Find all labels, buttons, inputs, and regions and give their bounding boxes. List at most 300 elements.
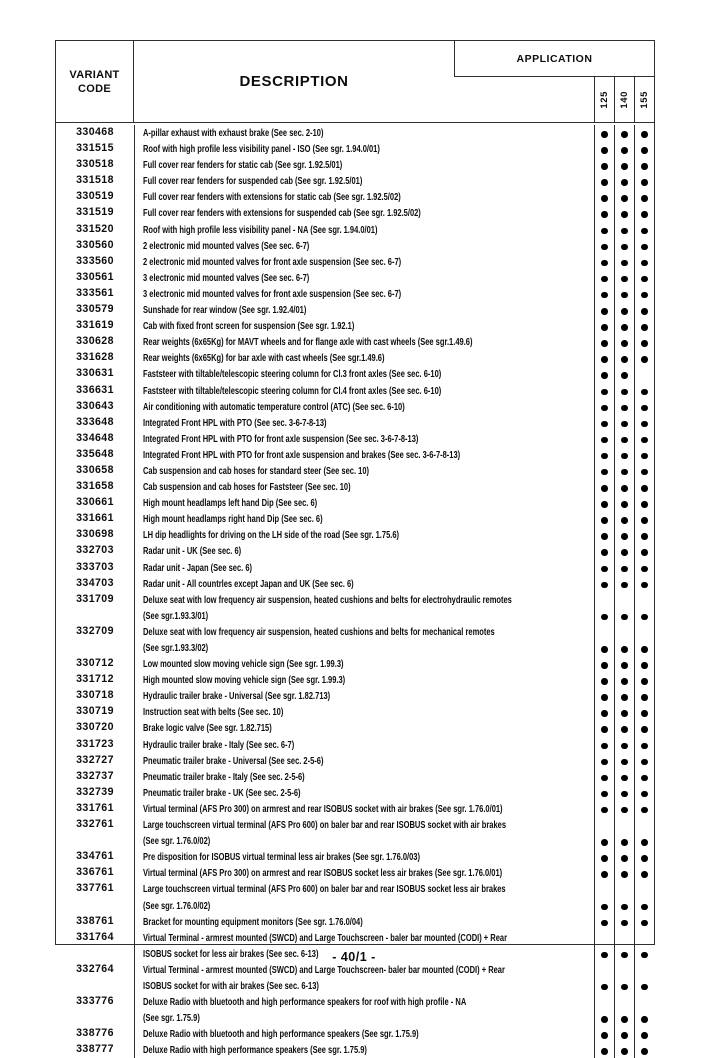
description-line bbox=[143, 431, 594, 447]
description-line bbox=[143, 704, 594, 720]
table-row bbox=[56, 592, 654, 624]
application-cell-140 bbox=[614, 463, 634, 479]
application-cell-140 bbox=[614, 849, 634, 865]
application-cell-155 bbox=[634, 173, 654, 189]
variant-code-cell: 332761 bbox=[76, 818, 114, 831]
description-text: Virtual terminal (AFS Pro 300) on armrest and rear ISOBUS socket with air brakes (See sgr. 1.76.0/01) bbox=[143, 803, 503, 815]
application-cell-125 bbox=[594, 495, 614, 511]
application-cell-125 bbox=[594, 189, 614, 205]
description-line bbox=[143, 302, 594, 318]
description-text: Virtual Terminal - armrest mounted (SWCD) and Large Touchscreen- baler bar mounted (CODI) + Rear bbox=[143, 964, 505, 976]
description-cell bbox=[134, 463, 594, 479]
application-dot bbox=[641, 163, 648, 170]
application-cell-155 bbox=[634, 399, 654, 415]
application-dot bbox=[601, 566, 608, 573]
application-cell-140 bbox=[614, 704, 634, 720]
table-row bbox=[56, 1026, 654, 1042]
application-dot bbox=[641, 244, 648, 251]
description-text: Radar unit - UK (See sec. 6) bbox=[143, 546, 242, 558]
application-cell-125 bbox=[594, 511, 614, 527]
application-cell-155 bbox=[634, 881, 654, 913]
description-line bbox=[143, 1042, 594, 1058]
description-line bbox=[143, 753, 594, 769]
description-line bbox=[143, 527, 594, 543]
description-text: Hydraulic trailer brake - Universal (See sgr. 1.82.713) bbox=[143, 691, 331, 703]
application-cell-155 bbox=[634, 527, 654, 543]
description-line bbox=[143, 737, 594, 753]
variant-code-cell: 330661 bbox=[76, 496, 114, 509]
application-cell-125 bbox=[594, 543, 614, 559]
description-text: Radar unit - Japan (See sec. 6) bbox=[143, 562, 253, 574]
variant-code-header-line2: CODE bbox=[78, 82, 111, 95]
application-dot bbox=[641, 437, 648, 444]
application-dot bbox=[641, 726, 648, 733]
application-cell-125 bbox=[594, 318, 614, 334]
variant-code-cell: 333561 bbox=[76, 286, 114, 299]
description-text: (See sgr.1.93.3/02) bbox=[143, 643, 209, 654]
model-column-155 bbox=[634, 77, 654, 122]
application-dot bbox=[641, 276, 648, 283]
table-row bbox=[56, 205, 654, 221]
application-cell-125 bbox=[594, 737, 614, 753]
table-row bbox=[56, 415, 654, 431]
table-row bbox=[56, 1042, 654, 1058]
application-dot bbox=[641, 839, 648, 846]
application-dot bbox=[621, 533, 628, 540]
application-dot bbox=[621, 904, 628, 911]
description-line bbox=[143, 511, 594, 527]
application-cell-155 bbox=[634, 254, 654, 270]
application-dot bbox=[641, 662, 648, 669]
application-dot bbox=[621, 1048, 628, 1055]
application-dot bbox=[641, 308, 648, 315]
application-dot bbox=[601, 855, 608, 862]
variant-code-cell: 334648 bbox=[76, 431, 114, 444]
table-row bbox=[56, 334, 654, 350]
model-column-140-label: 140 bbox=[619, 90, 630, 109]
table-row bbox=[56, 801, 654, 817]
description-line bbox=[143, 576, 594, 592]
application-dot bbox=[601, 726, 608, 733]
description-text: Virtual Terminal - armrest mounted (SWCD) and Large Touchscreen - baler bar mounted (CODI) + Rear bbox=[143, 932, 508, 944]
application-dot bbox=[601, 791, 608, 798]
variant-code-cell: 331515 bbox=[76, 142, 114, 155]
application-dot bbox=[601, 179, 608, 186]
description-text: LH dip headlights for driving on the LH side of the road (See sgr. 1.75.6) bbox=[143, 530, 400, 542]
application-dot bbox=[601, 775, 608, 782]
application-dot bbox=[641, 421, 648, 428]
description-line bbox=[143, 447, 594, 463]
description-text: Rear weights (6x65Kg) for bar axle with cast wheels (See sgr.1.49.6) bbox=[143, 353, 385, 365]
table-row bbox=[56, 914, 654, 930]
description-cell bbox=[134, 431, 594, 447]
description-cell bbox=[134, 334, 594, 350]
application-dot bbox=[601, 324, 608, 331]
application-dot bbox=[601, 920, 608, 927]
description-text: Rear weights (6x65Kg) for MAVT wheels and for flange axle with cast wheels (See sgr.1.49.6) bbox=[143, 337, 473, 349]
description-cell bbox=[134, 817, 594, 849]
application-cell-155 bbox=[634, 479, 654, 495]
application-cell-125 bbox=[594, 801, 614, 817]
application-dot bbox=[601, 501, 608, 508]
application-dot bbox=[601, 646, 608, 653]
application-cell-125 bbox=[594, 865, 614, 881]
description-line bbox=[143, 1026, 594, 1042]
application-dot bbox=[601, 340, 608, 347]
application-dot bbox=[601, 276, 608, 283]
description-cell bbox=[134, 688, 594, 704]
description-text: Cab with fixed front screen for suspension (See sgr. 1.92.1) bbox=[143, 321, 355, 333]
description-text: Full cover rear fenders for suspended cab (See sgr. 1.92.5/01) bbox=[143, 176, 363, 188]
application-dot bbox=[621, 839, 628, 846]
description-line bbox=[143, 560, 594, 576]
application-dot bbox=[621, 646, 628, 653]
description-text: (See sgr. 1.76.0/02) bbox=[143, 900, 211, 912]
description-cell bbox=[134, 849, 594, 865]
application-dot bbox=[641, 195, 648, 202]
description-cell bbox=[134, 737, 594, 753]
application-cell-140 bbox=[614, 238, 634, 254]
table-row bbox=[56, 785, 654, 801]
application-cell-125 bbox=[594, 1042, 614, 1058]
description-cell bbox=[134, 914, 594, 930]
application-cell-125 bbox=[594, 720, 614, 736]
application-dot bbox=[621, 228, 628, 235]
variant-code-cell: 330631 bbox=[76, 367, 114, 380]
application-cell-155 bbox=[634, 785, 654, 801]
variant-code-cell: 330712 bbox=[76, 657, 114, 670]
application-dot bbox=[601, 743, 608, 750]
description-text: Pre disposition for ISOBUS virtual terminal less air brakes (See sgr. 1.76.0/03) bbox=[143, 852, 420, 864]
description-line bbox=[143, 672, 594, 688]
description-text: A-pillar exhaust with exhaust brake (See sec. 2-10) bbox=[143, 128, 324, 139]
application-dot bbox=[621, 260, 628, 267]
application-dot bbox=[641, 646, 648, 653]
application-cell-125 bbox=[594, 125, 614, 141]
variant-code-cell: 337761 bbox=[76, 882, 114, 895]
application-cell-125 bbox=[594, 849, 614, 865]
application-cell-125 bbox=[594, 463, 614, 479]
description-cell bbox=[134, 576, 594, 592]
variant-code-cell: 334703 bbox=[76, 576, 114, 589]
variant-code-cell: 332727 bbox=[76, 753, 114, 766]
description-text: Full cover rear fenders with extensions for suspended cab (See sgr. 1.92.5/02) bbox=[143, 208, 421, 220]
variant-code-cell: 338777 bbox=[76, 1043, 114, 1056]
application-dot bbox=[621, 324, 628, 331]
application-cell-140 bbox=[614, 479, 634, 495]
application-cell-140 bbox=[614, 1026, 634, 1042]
table-row bbox=[56, 543, 654, 559]
description-text: Integrated Front HPL with PTO for front axle suspension (See sec. 3-6-7-8-13) bbox=[143, 433, 419, 445]
application-dot bbox=[641, 984, 648, 991]
table-row bbox=[56, 576, 654, 592]
application-cell-155 bbox=[634, 286, 654, 302]
application-dot bbox=[601, 984, 608, 991]
variant-code-cell: 332709 bbox=[76, 624, 114, 637]
application-cell-155 bbox=[634, 592, 654, 624]
application-dot bbox=[621, 276, 628, 283]
application-cell-140 bbox=[614, 576, 634, 592]
application-dot bbox=[641, 1016, 648, 1023]
description-line bbox=[143, 978, 594, 994]
application-cell-125 bbox=[594, 624, 614, 656]
model-column-125 bbox=[594, 77, 614, 122]
application-dot bbox=[621, 807, 628, 814]
variant-code-cell: 331520 bbox=[76, 222, 114, 235]
application-cell-140 bbox=[614, 817, 634, 849]
description-text: Cab suspension and cab hoses for standard steer (See sec. 10) bbox=[143, 465, 370, 477]
description-text: Bracket for mounting equipment monitors (See sgr. 1.76.0/04) bbox=[143, 916, 363, 928]
application-cell-125 bbox=[594, 704, 614, 720]
description-line bbox=[143, 222, 594, 238]
application-dot bbox=[641, 743, 648, 750]
description-cell bbox=[134, 399, 594, 415]
description-line bbox=[143, 463, 594, 479]
application-cell-140 bbox=[614, 592, 634, 624]
application-cell-155 bbox=[634, 415, 654, 431]
application-cell-140 bbox=[614, 431, 634, 447]
description-cell bbox=[134, 753, 594, 769]
application-dot bbox=[621, 871, 628, 878]
application-dot bbox=[601, 469, 608, 476]
application-dot bbox=[641, 389, 648, 396]
application-cell-140 bbox=[614, 125, 634, 141]
application-dot bbox=[621, 791, 628, 798]
description-cell bbox=[134, 1026, 594, 1042]
application-dot bbox=[621, 340, 628, 347]
application-cell-155 bbox=[634, 447, 654, 463]
application-dot bbox=[621, 501, 628, 508]
application-cell-155 bbox=[634, 753, 654, 769]
application-cell-140 bbox=[614, 801, 634, 817]
application-cell-140 bbox=[614, 769, 634, 785]
variant-code-cell: 335648 bbox=[76, 447, 114, 460]
description-line bbox=[143, 286, 594, 302]
description-text: Roof with high profile less visibility panel - ISO (See sgr. 1.94.0/01) bbox=[143, 144, 380, 156]
application-cell-140 bbox=[614, 334, 634, 350]
description-text: 2 electronic mid mounted valves (See sec. 6-7) bbox=[143, 240, 310, 252]
application-dot bbox=[601, 517, 608, 524]
variant-code-cell: 331619 bbox=[76, 319, 114, 332]
application-cell-155 bbox=[634, 463, 654, 479]
description-line bbox=[143, 881, 594, 897]
application-dot bbox=[641, 533, 648, 540]
application-cell-140 bbox=[614, 415, 634, 431]
application-dot bbox=[641, 501, 648, 508]
application-dot bbox=[621, 292, 628, 299]
table-row bbox=[56, 704, 654, 720]
variant-code-cell: 331761 bbox=[76, 801, 114, 814]
description-line bbox=[143, 817, 594, 833]
description-line bbox=[143, 270, 594, 286]
description-cell bbox=[134, 527, 594, 543]
application-dot bbox=[621, 131, 628, 138]
variant-code-cell: 331658 bbox=[76, 480, 114, 493]
application-cell-140 bbox=[614, 205, 634, 221]
application-cell-155 bbox=[634, 495, 654, 511]
description-cell bbox=[134, 672, 594, 688]
application-dot bbox=[601, 582, 608, 589]
application-dot bbox=[641, 791, 648, 798]
description-line bbox=[143, 592, 594, 608]
application-cell-155 bbox=[634, 704, 654, 720]
application-dot bbox=[641, 807, 648, 814]
application-cell-125 bbox=[594, 157, 614, 173]
application-dot bbox=[621, 855, 628, 862]
description-cell bbox=[134, 447, 594, 463]
variant-code-cell: 330628 bbox=[76, 335, 114, 348]
application-cell-125 bbox=[594, 254, 614, 270]
application-dot bbox=[621, 743, 628, 750]
application-cell-125 bbox=[594, 415, 614, 431]
description-text: Large touchscreen virtual terminal (AFS Pro 600) on baler bar and rear ISOBUS socket with air brakes bbox=[143, 820, 507, 832]
application-cell-125 bbox=[594, 173, 614, 189]
description-text: Instruction seat with belts (See sec. 10) bbox=[143, 707, 284, 719]
table-row bbox=[56, 881, 654, 913]
application-dot bbox=[641, 710, 648, 717]
application-dot bbox=[641, 228, 648, 235]
application-cell-140 bbox=[614, 962, 634, 994]
description-cell bbox=[134, 270, 594, 286]
variant-code-cell: 330468 bbox=[76, 126, 114, 138]
application-dot bbox=[641, 1048, 648, 1055]
application-dot bbox=[601, 372, 608, 379]
application-dot bbox=[641, 469, 648, 476]
table-row bbox=[56, 350, 654, 366]
description-line bbox=[143, 1010, 594, 1026]
application-dot bbox=[641, 775, 648, 782]
application-dot bbox=[641, 582, 648, 589]
application-cell-140 bbox=[614, 720, 634, 736]
application-dot bbox=[601, 549, 608, 556]
description-text: Integrated Front HPL with PTO (See sec. 3-6-7-8-13) bbox=[143, 417, 327, 429]
application-dot bbox=[601, 1048, 608, 1055]
application-cell-140 bbox=[614, 994, 634, 1026]
description-cell bbox=[134, 720, 594, 736]
description-text: Deluxe Radio with bluetooth and high performance speakers (See sgr. 1.75.9) bbox=[143, 1029, 419, 1041]
application-dot bbox=[641, 549, 648, 556]
application-cell-125 bbox=[594, 962, 614, 994]
description-cell bbox=[134, 495, 594, 511]
application-dot bbox=[641, 260, 648, 267]
description-text: Pneumatic trailer brake - UK (See sec. 2-5-6) bbox=[143, 787, 301, 799]
table-row bbox=[56, 527, 654, 543]
application-dot bbox=[601, 211, 608, 218]
table-row bbox=[56, 769, 654, 785]
description-text: Faststeer with tiltable/telescopic steering column for Cl.4 front axles (See sec. 6-10) bbox=[143, 385, 442, 397]
application-dot bbox=[621, 485, 628, 492]
description-line bbox=[143, 930, 594, 946]
variant-code-header bbox=[56, 41, 134, 122]
application-dot bbox=[621, 566, 628, 573]
application-cell-125 bbox=[594, 205, 614, 221]
application-dot bbox=[621, 356, 628, 363]
application-cell-155 bbox=[634, 656, 654, 672]
table-row bbox=[56, 865, 654, 881]
application-dot bbox=[641, 211, 648, 218]
application-cell-125 bbox=[594, 366, 614, 382]
application-cell-140 bbox=[614, 753, 634, 769]
application-dot bbox=[601, 485, 608, 492]
description-cell bbox=[134, 962, 594, 994]
application-cell-125 bbox=[594, 270, 614, 286]
application-dot bbox=[641, 920, 648, 927]
application-cell-155 bbox=[634, 624, 654, 656]
variant-code-cell: 331628 bbox=[76, 351, 114, 364]
application-dot bbox=[621, 726, 628, 733]
application-cell-125 bbox=[594, 238, 614, 254]
application-cell-140 bbox=[614, 141, 634, 157]
application-dot bbox=[601, 453, 608, 460]
description-cell bbox=[134, 479, 594, 495]
application-dot bbox=[621, 614, 628, 621]
application-dot bbox=[621, 775, 628, 782]
description-text: Virtual terminal (AFS Pro 300) on armrest and rear ISOBUS socket less air brakes (See sgr. 1.76.0/01) bbox=[143, 868, 503, 880]
application-dot bbox=[601, 356, 608, 363]
description-line bbox=[143, 849, 594, 865]
description-cell bbox=[134, 881, 594, 913]
application-cell-155 bbox=[634, 431, 654, 447]
variant-code-cell: 334761 bbox=[76, 850, 114, 863]
description-text: Integrated Front HPL with PTO for front axle suspension and brakes (See sec. 3-6-7-8-13) bbox=[143, 449, 461, 461]
description-text: Full cover rear fenders for static cab (See sgr. 1.92.5/01) bbox=[143, 160, 343, 172]
variant-code-header-line1: VARIANT bbox=[69, 68, 120, 81]
description-line bbox=[143, 173, 594, 189]
application-dot bbox=[621, 453, 628, 460]
application-cell-125 bbox=[594, 334, 614, 350]
description-cell bbox=[134, 624, 594, 656]
variant-code-cell: 331518 bbox=[76, 174, 114, 187]
description-text: High mounted slow moving vehicle sign (See sgr. 1.99.3) bbox=[143, 675, 346, 687]
description-cell bbox=[134, 415, 594, 431]
variant-code-cell: 332764 bbox=[76, 962, 114, 975]
application-cell-140 bbox=[614, 173, 634, 189]
application-dot bbox=[641, 485, 648, 492]
application-dot bbox=[641, 517, 648, 524]
application-dot bbox=[641, 179, 648, 186]
description-text: Deluxe seat with low frequency air suspension, heated cushions and belts for mechanical remotes bbox=[143, 626, 495, 638]
table-row bbox=[56, 366, 654, 382]
application-cell-155 bbox=[634, 238, 654, 254]
description-text: Pneumatic trailer brake - Italy (See sec. 2-5-6) bbox=[143, 771, 305, 783]
application-cell-125 bbox=[594, 914, 614, 930]
description-line bbox=[143, 624, 594, 640]
application-cell-125 bbox=[594, 785, 614, 801]
application-dot bbox=[621, 662, 628, 669]
table-row bbox=[56, 962, 654, 994]
application-dot bbox=[601, 421, 608, 428]
application-dot bbox=[601, 807, 608, 814]
description-line bbox=[143, 785, 594, 801]
variant-code-cell: 331519 bbox=[76, 206, 114, 219]
description-text: Hydraulic trailer brake - Italy (See sec. 6-7) bbox=[143, 739, 295, 751]
variant-code-cell: 330698 bbox=[76, 528, 114, 541]
variant-code-cell: 330519 bbox=[76, 190, 114, 203]
application-cell-155 bbox=[634, 157, 654, 173]
application-dot bbox=[601, 662, 608, 669]
application-cell-155 bbox=[634, 318, 654, 334]
application-cell-140 bbox=[614, 383, 634, 399]
application-cell-155 bbox=[634, 914, 654, 930]
application-cell-125 bbox=[594, 753, 614, 769]
application-dot bbox=[601, 244, 608, 251]
description-cell bbox=[134, 994, 594, 1026]
table-row bbox=[56, 672, 654, 688]
description-text: Air conditioning with automatic temperature control (ATC) (See sec. 6-10) bbox=[143, 401, 405, 413]
description-text: ISOBUS socket for less air brakes (See sec. 6-13) bbox=[143, 948, 319, 960]
table-row bbox=[56, 238, 654, 254]
description-text: (See sgr. 1.76.0/02) bbox=[143, 836, 211, 848]
